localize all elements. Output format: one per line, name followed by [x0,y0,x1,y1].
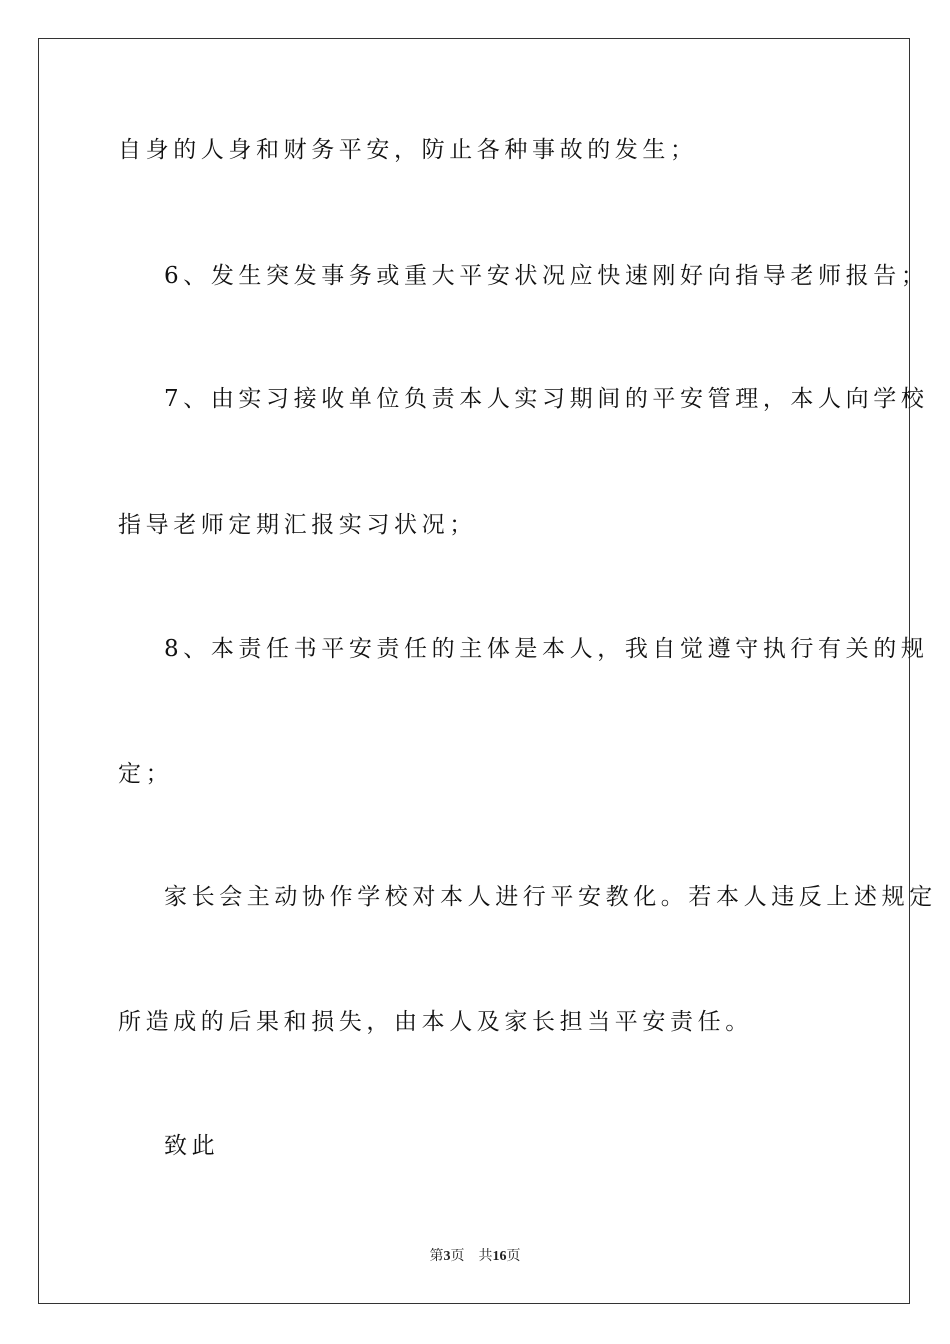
body-text-line-4: 指导老师定期汇报实习状况； [118,512,477,538]
footer-total-suffix: 页 [506,1249,521,1264]
body-text-line-6: 定； [118,761,174,787]
body-text-line-2: 6、发生突发事务或重大平安状况应快速刚好向指导老师报告； [164,263,929,289]
body-text-line-1: 自身的人身和财务平安，防止各种事故的发生； [118,137,698,163]
footer-total-pages: 16 [492,1249,507,1264]
footer-page-prefix: 第 [429,1249,444,1264]
footer-total-prefix: 共 [478,1249,493,1264]
footer-page-number: 3 [443,1249,451,1264]
footer-page-suffix: 页 [450,1249,465,1264]
closing-text: 致此 [164,1133,220,1159]
page-frame [38,38,937,1304]
body-text-line-7: 家长会主动协作学校对本人进行平安教化。若本人违反上述规定 [164,884,937,910]
body-text-line-8: 所造成的后果和损失，由本人及家长担当平安责任。 [118,1009,753,1035]
body-text-line-5: 8、本责任书平安责任的主体是本人，我自觉遵守执行有关的规 [164,636,929,662]
page-footer [0,1248,950,1266]
body-text-line-3: 7、由实习接收单位负责本人实习期间的平安管理，本人向学校 [164,386,929,412]
